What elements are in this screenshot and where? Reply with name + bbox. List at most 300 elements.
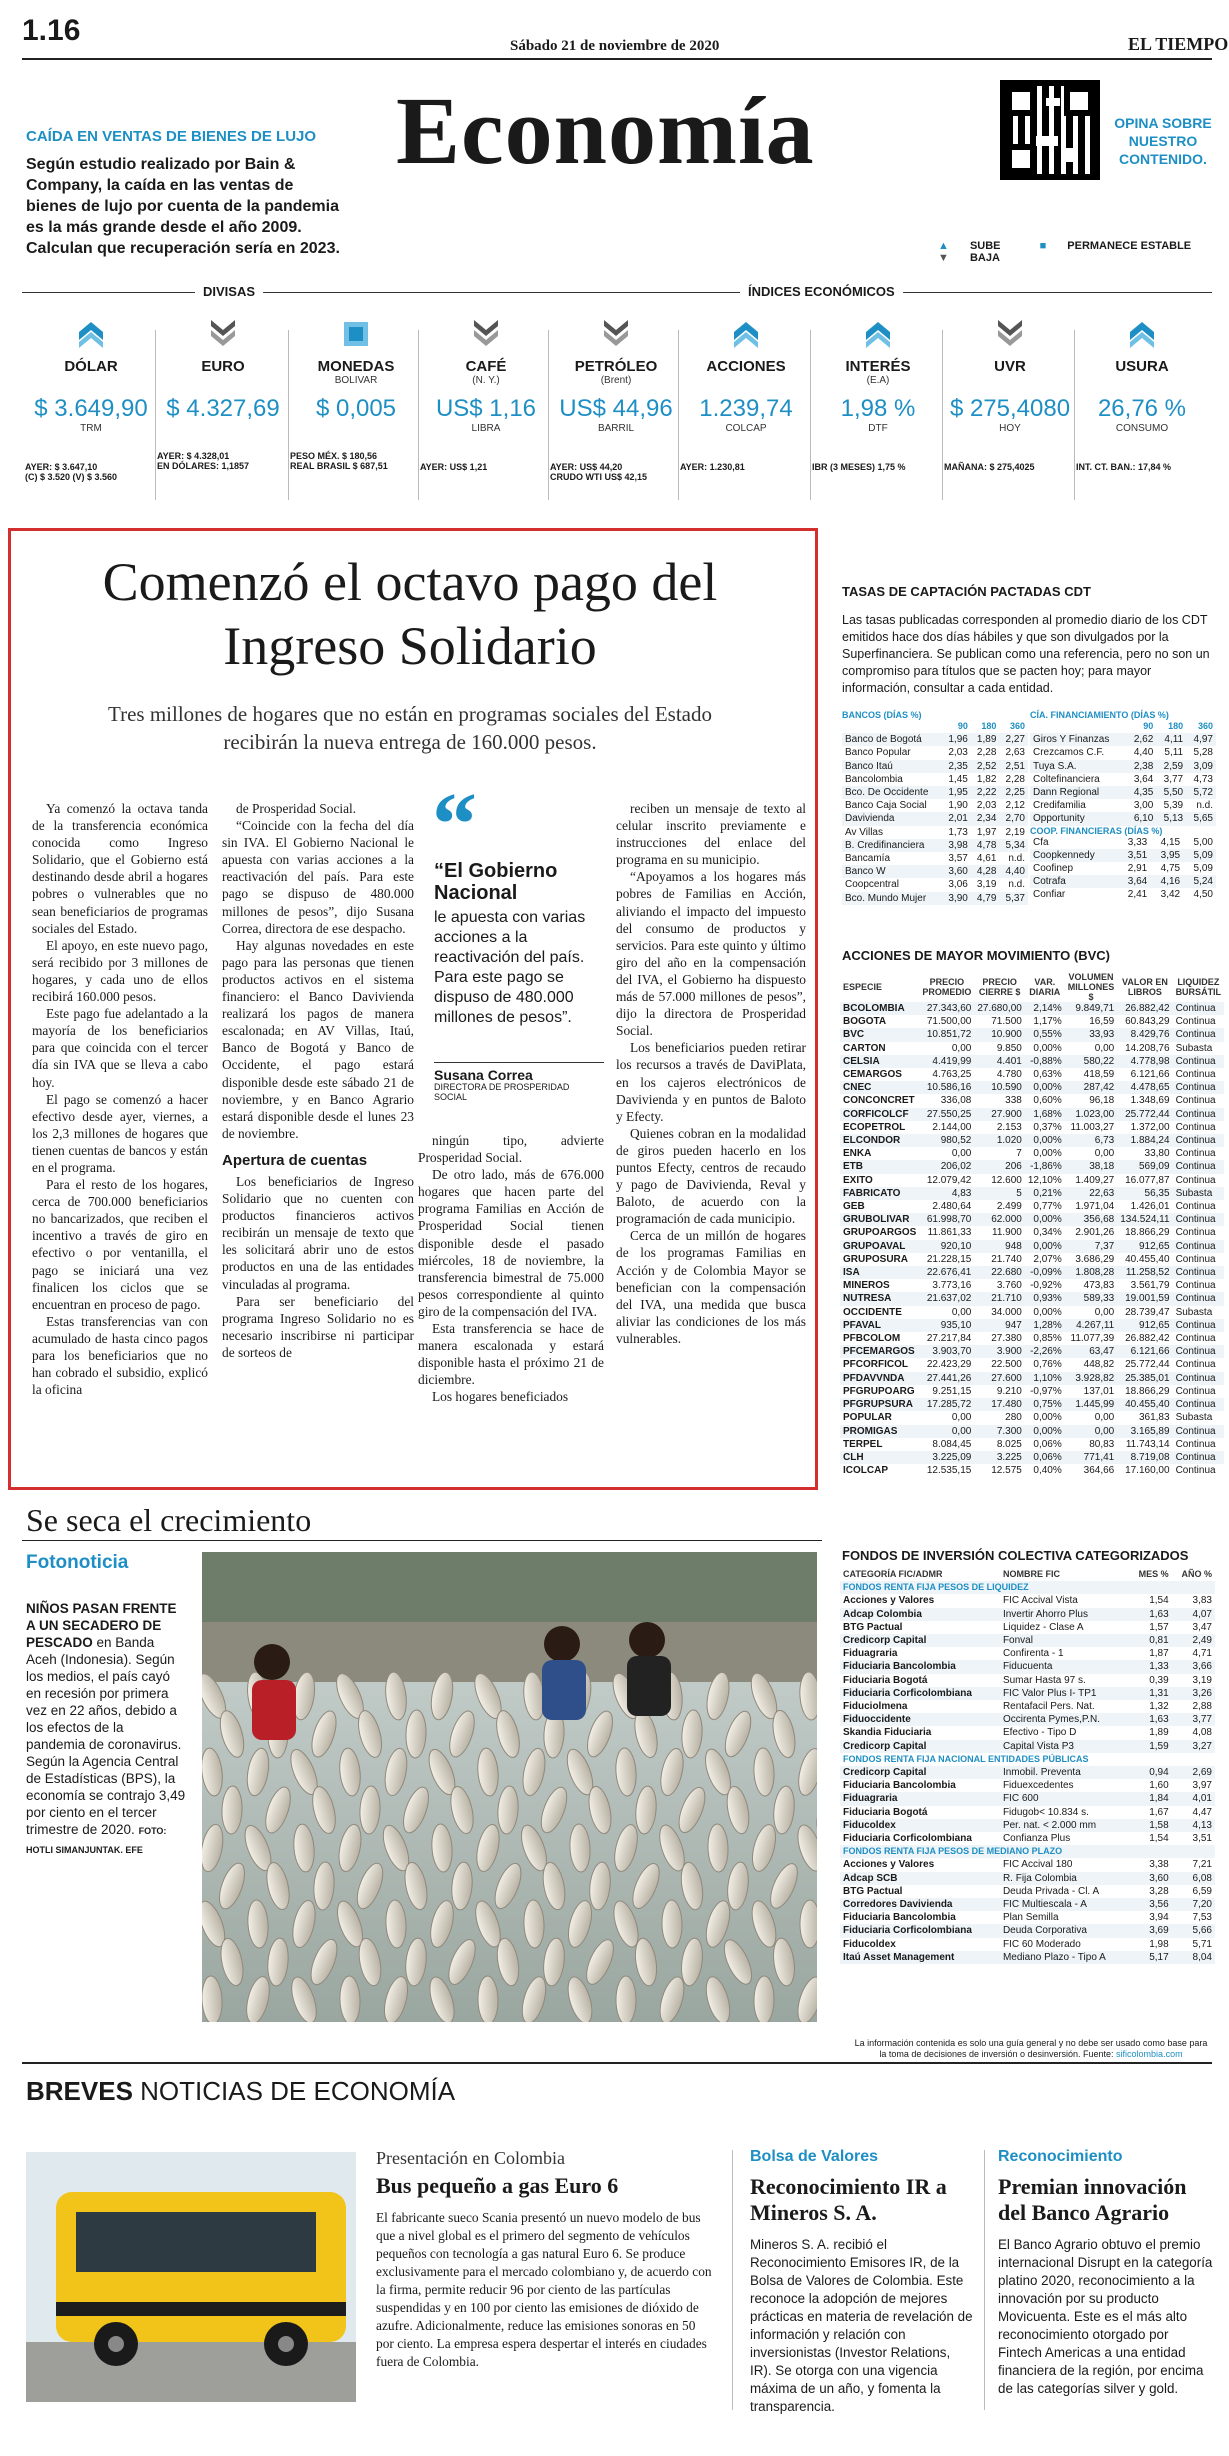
fund-cell: Efectivo - Tipo D [1002,1727,1077,1739]
cdt-cell: 2,27 [999,733,1028,746]
cdt-cell: 4,28 [971,865,1000,878]
cdt-row [842,892,1028,905]
cdt-cell: 3,42 [1160,889,1181,901]
fund-row [840,1594,1215,1607]
fund-cell: 1,32 [1149,1701,1169,1713]
stock-cell: GRUPOARGOS [843,1227,917,1239]
ticker-sub [680,375,812,387]
cdt-cell: 3,09 [1186,760,1216,773]
stock-row [840,1319,1224,1332]
stock-cell: 0,85% [1033,1333,1062,1345]
fund-cell: Fiduciaria Corficolombiana [843,1833,972,1845]
article-paragraph: Estas transferencias van con acumulado de hasta cinco pagos para los beneficiarios que no han cobrado el subsidio, explicó la oficina [32,1313,208,1398]
stock-cell: 3.225,09 [919,1451,974,1464]
stock-row [840,1226,1224,1239]
stock-row [840,1028,1224,1041]
stock-cell: 3.900 [974,1345,1025,1358]
stocks-header: VOLUMEN MILLONES $ [1067,972,1115,1002]
fund-cell: 3,47 [1192,1621,1212,1633]
cdt-row [1030,786,1216,799]
cdt-row [842,746,1028,759]
stock-cell: PFDAVVNDA [840,1372,919,1385]
stock-cell: 980,52 [919,1134,974,1147]
stock-cell: 61.998,70 [919,1213,974,1226]
fund-cell: 1,33 [1129,1660,1172,1673]
stock-cell: 1.971,04 [1075,1201,1115,1213]
stock-cell: 589,33 [1065,1292,1117,1305]
cdt-cell: 2,41 [1127,889,1148,901]
cdt-cell: 4,97 [1186,733,1216,746]
cdt-row [842,865,1028,878]
cdt-cell: Coopcentral [845,879,899,891]
ticker-note: AYER: $ 3.647,10 (C) $ 3.520 (V) $ 3.560 [25,462,118,482]
stock-cell: 0,34% [1033,1227,1062,1239]
ticker-unit: DTF [868,423,888,434]
cdt-cell: Banco Popular [845,747,911,759]
stock-cell: 0,00 [1094,1412,1115,1424]
fund-row [840,1951,1215,1964]
article-paragraph: Los beneficiarios pueden retirar los recursos a través de DaviPlata, en los cajeros electrónicos de Davivienda y en puntos de Baloto y Efecty. [616,1040,806,1124]
cdt-day-header: 180 [1168,721,1184,731]
stock-cell: 0,00 [1094,1306,1115,1318]
cdt-cell: 4,79 [971,892,1000,905]
indices-label: ÍNDICES ECONÓMICOS [740,284,903,299]
ticker-divider [1074,330,1075,500]
stock-cell: -1,86% [1025,1160,1065,1173]
fund-cell: 3,60 [1129,1872,1172,1885]
stock-cell: 18.866,29 [1125,1385,1170,1397]
ticker-note: MAÑANA: $ 275,4025 [944,462,1035,472]
square-icon: ■ [1039,240,1050,252]
stock-cell: PFCORFICOL [843,1359,908,1371]
cdt-cell: Av Villas [845,826,883,838]
cdt-header-row [842,720,1028,733]
ticker-value: US$ 44,96 [559,395,673,422]
cdt-cell: 5,65 [1186,812,1216,825]
fund-cell: 2,69 [1172,1766,1215,1779]
stock-cell: 21.740 [991,1253,1022,1265]
stock-row [840,1108,1224,1121]
brief-1-kicker: Presentación en Colombia [376,2148,565,2168]
stock-row [840,1174,1224,1187]
fund-cell: 2,49 [1172,1634,1215,1647]
brief-2-title: Reconocimiento IR a Mineros S. A. [750,2174,947,2225]
fund-cell: Fiduoccidente [840,1713,1000,1726]
brand-logo[interactable]: EL TIEMPO [1128,34,1229,54]
stock-cell: 912,65 [1117,1240,1172,1253]
cdt-cell: 1,73 [948,826,968,838]
ticker-sub [157,375,289,387]
brief-1 [376,2148,716,2371]
stocks-header: VALOR EN LIBROS [1121,977,1168,997]
stock-cell: 0,00% [1025,1425,1065,1438]
fund-cell: 1,60 [1149,1780,1169,1792]
stock-cell: ETB [840,1160,919,1173]
article-paragraph: Este pago fue adelantado a la mayoría de los beneficiarios para que coincida con el tercer día sin IVA que se lleva a cabo hoy. [32,1006,208,1090]
fund-cell: Fiduciaria Bogotá [843,1806,928,1818]
ticker-value: 1.239,74 [699,395,793,422]
cdt-companies [1030,710,1216,902]
legend-up: ▲ SUBE [938,240,1001,252]
header-rule [22,58,1212,60]
stock-cell: 26.882,42 [1117,1002,1172,1015]
fund-cell: 3,19 [1192,1674,1212,1686]
cdt-row [842,786,1028,799]
fund-cell: Fiduexcedentes [1002,1780,1074,1792]
down-arrow-icon: ▼ [938,252,952,264]
article-subhead: Apertura de cuentas [222,1151,368,1169]
ticker-unit: CONSUMO [1115,423,1169,434]
opina-label[interactable]: OPINA SOBRE NUESTRO CONTENIDO. [1114,115,1212,167]
cdt-coops-table [1030,836,1216,902]
stock-cell: 2.499 [996,1201,1022,1213]
stock-cell: Continua [1175,1095,1216,1107]
ticker-name: DÓLAR [64,358,118,375]
ticker-value: US$ 1,16 [435,395,537,422]
fund-row [840,1792,1215,1805]
stock-row [840,1425,1224,1438]
fund-cell: Credicorp Capital [840,1634,1000,1647]
stock-cell: 6,73 [1065,1134,1117,1147]
stock-cell: OCCIDENTE [843,1306,902,1318]
cdt-cell: Opportunity [1030,812,1126,825]
stock-cell: Continua [1175,1438,1216,1450]
cdt-cell: 4,78 [971,839,1000,852]
funds-header: MES % [1138,1569,1169,1579]
stock-row [840,1411,1224,1424]
ticker-unit: HOY [999,423,1021,434]
cdt-row [1030,799,1216,812]
stock-row [840,1068,1224,1081]
fund-cell: 3,97 [1192,1780,1212,1792]
stock-cell: 8.719,08 [1117,1451,1172,1464]
cdt-cell: 3,64 [1117,875,1150,888]
funds-group: FONDOS RENTA FIJA PESOS DE MEDIANO PLAZO [840,1845,1215,1858]
article-paragraph: ningún tipo, advierte Prosperidad Social. [418,1133,604,1166]
stock-cell: 34.000 [991,1306,1022,1318]
fund-cell: 1,63 [1129,1608,1172,1621]
stock-cell: GRUPOSURA [843,1253,909,1265]
stock-cell: 0,00 [951,1042,972,1054]
fund-row [840,1858,1215,1871]
ticker-value: $ 275,4080 [949,395,1071,422]
up-trend-icon [77,320,105,348]
stock-cell: Continua [1173,1055,1225,1068]
cdt-row [1030,888,1216,901]
ticker-unit: LIBRA [471,423,501,434]
stock-row [840,1279,1224,1292]
fund-cell: Fiducoldex [843,1938,896,1950]
cdt-row [1030,760,1216,773]
stock-cell: 1.426,01 [1130,1201,1170,1213]
fund-cell: Confirenta - 1 [1002,1648,1064,1660]
fund-cell: Inmobil. Preventa [1000,1766,1129,1779]
stock-cell: Continua [1173,1425,1225,1438]
stock-cell: 27.900 [974,1108,1025,1121]
stock-cell: 0,00% [1033,1412,1062,1424]
stocks-header: PRECIO PROMEDIO [922,977,972,997]
stock-cell: 5 [974,1187,1025,1200]
stock-row [840,1306,1224,1319]
qr-code[interactable] [1000,80,1100,180]
cdt-row [1030,836,1216,849]
stock-cell: Continua [1173,1213,1225,1226]
stock-cell: 4.763,25 [932,1069,972,1081]
stock-cell: Continua [1173,1319,1225,1332]
quote-lead: “El Gobierno Nacional [434,860,558,904]
stock-row [840,1187,1224,1200]
fund-cell: Credicorp Capital [840,1740,1000,1753]
fund-row [840,1898,1215,1911]
fund-row [840,1674,1215,1687]
cdt-cell: 5,39 [1163,800,1184,812]
fund-cell: Fonval [1000,1634,1129,1647]
article-paragraph: Los beneficiarios de Ingreso Solidario que no cuenten con productos financieros activos recibirán un mensaje de texto que les solicitará abrir uno de estos productos en una de las entidades vinculadas al programa. [222,1173,414,1292]
fund-cell: 4,01 [1172,1792,1215,1805]
stock-cell: Continua [1173,1134,1225,1147]
cdt-cell: 3,06 [948,879,968,891]
stock-cell: 18.866,29 [1125,1227,1170,1239]
fund-cell: FIC 60 Moderado [1002,1938,1081,1950]
stock-cell: 63,47 [1065,1345,1117,1358]
funds-source-link[interactable]: sificolombia.com [1116,2049,1183,2059]
fund-cell: 3,66 [1172,1660,1215,1673]
stock-cell: 0,77% [1033,1201,1062,1213]
cdt-row [1030,862,1216,875]
cdt-cell: Banco W [842,865,942,878]
ticker-sub [25,375,157,387]
stock-cell: 9.850 [996,1042,1022,1054]
stock-cell: ECOPETROL [843,1121,906,1133]
stock-cell: 27.680,00 [974,1002,1025,1015]
stock-cell: 19.001,59 [1117,1292,1172,1305]
breves-rule [22,2062,1212,2064]
stock-cell: 16.077,87 [1125,1174,1170,1186]
article-col-4 [616,800,806,1347]
cdt-cell: 4,16 [1150,875,1183,888]
stock-cell: 3.928,82 [1065,1372,1117,1385]
stock-cell: -0,97% [1030,1385,1062,1397]
fund-row [840,1621,1215,1634]
article-paragraph: Para ser beneficiario del programa Ingreso Solidario no es necesario inscribirse ni participar de sorteos de [222,1293,414,1360]
cdt-row [842,839,1028,852]
up-trend-icon [732,320,760,348]
fund-cell: Mediano Plazo - Tipo A [1000,1951,1129,1964]
fund-row [840,1779,1215,1792]
cdt-cell: Cfa [1033,836,1049,848]
stock-cell: 473,83 [1083,1280,1115,1292]
cdt-cell: 4,40 [1133,747,1154,759]
cdt-cell: 2,19 [1005,826,1025,838]
fund-row [840,1740,1215,1753]
stock-cell: 1.445,99 [1065,1398,1117,1411]
stock-cell: 0,60% [1033,1095,1062,1107]
stock-row [840,1042,1224,1055]
cdt-cell: Banco de Bogotá [842,733,942,746]
stock-cell: 287,42 [1065,1081,1117,1094]
stock-cell: 33,80 [1144,1148,1170,1160]
fund-cell: 3,27 [1172,1740,1215,1753]
fotonoticia-label: Fotonoticia [26,1552,129,1573]
stock-row [840,1358,1224,1371]
stock-cell: 4.780 [996,1069,1022,1081]
down-trend-icon [996,320,1024,348]
cdt-row [842,812,1028,825]
fund-row [840,1766,1215,1779]
cdt-header [1030,720,1126,733]
cdt-cell: Bco. Mundo Mujer [842,892,942,905]
stock-cell: Continua [1175,1201,1216,1213]
ticker-divider [678,330,679,500]
stock-cell: MINEROS [843,1280,890,1292]
stock-row [840,1398,1224,1411]
stock-cell: 12,10% [1027,1174,1062,1186]
cdt-cell: 1,97 [976,826,997,838]
fund-cell: 4,71 [1192,1648,1212,1660]
stock-cell: 40.455,40 [1125,1253,1170,1265]
stock-cell: 6.121,66 [1130,1069,1170,1081]
ticker-2 [290,320,422,471]
stock-cell: 3.760 [996,1280,1022,1292]
stock-cell: 26.882,42 [1125,1333,1170,1345]
article-paragraph: de Prosperidad Social. [236,801,357,816]
up-trend-icon [1128,320,1156,348]
stock-cell: 0,00 [951,1412,972,1424]
funds-header: NOMBRE FIC [1002,1569,1060,1579]
stock-cell: 25.772,44 [1125,1359,1170,1371]
cdt-coops-head: COOP. FINANCIERAS (DÍAS %) [1030,825,1163,836]
fund-row [840,1819,1215,1832]
ticker-note: AYER: $ 4.328,01 EN DÓLARES: 1,1857 [157,451,250,471]
fund-cell: 3,28 [1149,1885,1169,1897]
stock-cell: 11.258,52 [1117,1266,1172,1279]
stock-cell: 7 [1016,1148,1022,1160]
stock-cell: Continua [1175,1465,1216,1477]
fund-cell: Corredores Davivienda [840,1898,1000,1911]
fund-cell: Fiduciolmena [843,1701,908,1713]
ticker-sub: (N. Y.) [472,375,500,386]
down-trend-icon [602,320,630,348]
fund-cell: 3,83 [1192,1595,1212,1607]
fund-cell: Fidugob< 10.834 s. [1002,1806,1089,1818]
stock-cell: GRUPOAVAL [840,1240,919,1253]
fund-cell: 6,59 [1192,1885,1212,1897]
cdt-cell: 1,45 [948,773,968,785]
article-paragraph: Cerca de un millón de hogares de los programas Familias en Acción y de Colombia Mayor se benefician con la compensación del IVA, una medida que busca aliviar las condiciones de los más vulnerables. [616,1228,806,1346]
stock-row [840,1055,1224,1068]
cdt-cell: 2,63 [1005,747,1025,759]
ticker-unit: COLCAP [725,423,767,434]
stock-cell: 71.500,00 [926,1016,972,1028]
cdt-cell: Bancolombia [845,773,903,785]
fund-cell: Sumar Hasta 97 s. [1002,1674,1086,1686]
stock-cell: 569,09 [1117,1160,1172,1173]
cdt-cell: Bancamía [845,853,891,865]
funds-title: FONDOS DE INVERSIÓN COLECTIVA CATEGORIZADOS [842,1548,1189,1563]
funds-group: FONDOS RENTA FIJA PESOS DE LIQUIDEZ [840,1581,1215,1594]
ticker-note: AYER: US$ 1,21 [420,462,488,472]
stock-cell: 80,83 [1089,1438,1115,1450]
fund-cell: 0,81 [1129,1634,1172,1647]
fund-cell: Credicorp Capital [840,1766,1000,1779]
cdt-cell: Confiar [1033,889,1066,901]
ticker-divider [942,330,943,500]
fund-cell: Rentafacil Pers. Nat. [1002,1701,1095,1713]
cdt-cell: 5,72 [1186,786,1216,799]
stock-row [840,1240,1224,1253]
stock-cell: 22.680 [974,1266,1025,1279]
stock-cell: 11.077,39 [1070,1333,1115,1345]
article-paragraph: “Apoyamos a los hogares más pobres de Familias en Acción, aliviando el impacto del impuesto del consumo de productos y servicios. Para este quinto y último giro del año en la compensación del IVA, el Gobierno ha dispuesto más de 57.000 millones de pesos”, dijo la directora de Prosperidad Social. [616,869,806,1039]
brief-3-kicker: Reconocimiento [998,2148,1123,2165]
funds-group-row [840,1845,1215,1858]
fund-row [840,1726,1215,1739]
fund-cell: Plan Semilla [1002,1912,1059,1924]
stock-cell: Continua [1173,1451,1225,1464]
cdt-cell: 1,96 [942,733,971,746]
stock-row [840,1266,1224,1279]
stock-cell: 12.575 [991,1465,1022,1477]
funds-header: CATEGORÍA FIC/ADMR [843,1569,943,1579]
cdt-cell: 5,09 [1183,849,1216,862]
stock-cell: Subasta [1175,1042,1213,1054]
fund-row [840,1660,1215,1673]
cdt-cell: 1,89 [971,733,1000,746]
stock-cell: 10.851,72 [919,1028,974,1041]
article-col-3 [418,1132,604,1406]
stock-cell: NUTRESA [840,1292,919,1305]
cdt-cell: 5,28 [1193,747,1213,759]
ticker-6 [812,320,944,472]
ticker-3 [420,320,552,472]
stock-cell: 0,00 [951,1306,972,1318]
fund-cell: Fiduciaria Corficolombiana [840,1687,1000,1700]
ticker-note: INT. CT. BAN.: 17,84 % [1076,462,1172,472]
stock-cell: 27.217,84 [926,1333,972,1345]
cdt-cell: Banco Caja Social [845,800,927,812]
cdt-cell: 2,03 [948,747,968,759]
stocks-header: PRECIO CIERRE $ [978,977,1021,997]
stock-cell: 14.208,76 [1125,1042,1170,1054]
article-paragraph: reciben un mensaje de texto al celular inscrito previamente e instrucciones del enlace del programa en su municipio. [616,801,806,868]
stock-cell: 2,14% [1025,1002,1065,1015]
stocks-header: LIQUIDEZ BURSÁTIL [1175,977,1222,997]
ticker-divider [548,330,549,500]
stock-cell: 0,76% [1033,1359,1062,1371]
cdt-cell: 1,82 [976,773,997,785]
fund-cell: R. Fija Colombia [1000,1872,1129,1885]
stock-cell: 0,00% [1033,1148,1062,1160]
stock-cell: 12.079,42 [926,1174,972,1186]
article-col-2 [222,800,414,1361]
stock-cell: 17.160,00 [1125,1465,1170,1477]
fund-cell: 6,08 [1172,1872,1215,1885]
stock-cell: 71.500 [991,1016,1022,1028]
stock-cell: 580,22 [1065,1055,1117,1068]
stock-cell: 1.020 [974,1134,1025,1147]
fund-cell: 3,94 [1149,1912,1169,1924]
cdt-row [842,799,1028,812]
stock-cell: 912,65 [1117,1319,1172,1332]
fund-cell: 1,31 [1129,1687,1172,1700]
stock-cell: 27.550,25 [919,1108,974,1121]
fund-cell: Fiduciaria Bogotá [843,1674,928,1686]
stock-cell: 7,37 [1065,1240,1117,1253]
cdt-cell: 5,50 [1156,786,1186,799]
fund-cell: Acciones y Valores [843,1859,935,1871]
brief-3-title: Premian innovación del Banco Agrario [998,2174,1187,2225]
fund-cell: 1,98 [1149,1938,1169,1950]
